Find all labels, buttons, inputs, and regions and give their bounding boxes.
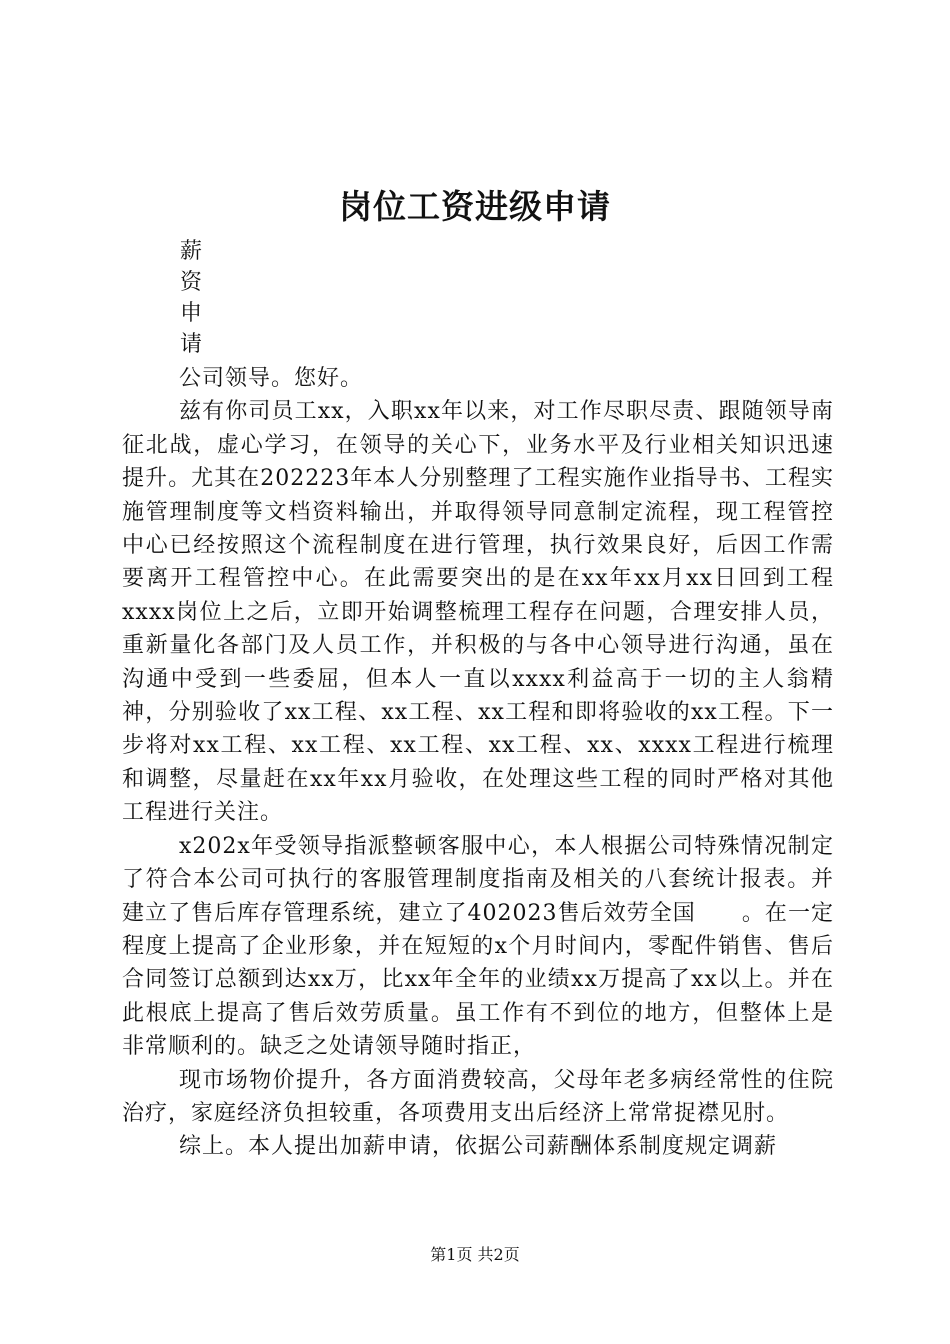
document-title: 岗位工资进级申请 (339, 187, 611, 226)
paragraph-1: 兹有你司员工xx，入职xx年以来，对工作尽职尽责、跟随领导南征北战，虚心学习，在领导的关心下，业务水平及行业相关知识迅速提升。尤其在202223年本人分别整理了工程实施作业指导书、工程实施管理制度等文档资料输出，并取得领导同意制定流程，现工程管控中心已经按照这个流程制度在进行管理，执行效果良好，后因工作需要离开工程管控中心。在此需要突出的是在xx年xx月xx日回到工程xxxx岗位上之后，立即开始调整梳理工程存在问题，合理安排人员，重新量化各部门及人员工作，并积极的与各中心领导进行沟通，虽在沟通中受到一些委屈，但本人一直以xxxx利益高于一切的主人翁精神，分别验收了xx工程、xx工程、xx工程和即将验收的xx工程。下一步将对xx工程、xx工程、xx工程、xx工程、xx、xxxx工程进行梳理和调整，尽量赶在xx年xx月验收，在处理这些工程的同时严格对其他工程进行关注。 (122, 399, 834, 826)
vertical-heading-char-3: 申 (180, 301, 203, 326)
page-footer: 第1页 共2页 (430, 1245, 520, 1264)
paragraph-4: 综上。本人提出加薪申请，依据公司薪酬体系制度规定调薪 (179, 1134, 778, 1160)
paragraph-3: 现市场物价提升，各方面消费较高，父母年老多病经常性的住院治疗，家庭经济负担较重，各项费用支出后经济上常常捉襟见肘。 (122, 1067, 834, 1126)
vertical-heading-char-2: 资 (180, 270, 203, 295)
vertical-heading-char-4: 请 (180, 332, 203, 357)
vertical-heading-char-1: 薪 (180, 239, 203, 264)
greeting: 公司领导。您好。 (179, 366, 364, 391)
paragraph-2: x202x年受领导指派整顿客服中心，本人根据公司特殊情况制定了符合本公司可执行的客服管理制度指南及相关的八套统计报表。并建立了售后库存管理系统，建立了402023售后效劳全国 。在一定程度上提高了企业形象，并在短短的x个月时间内，零配件销售、售后合同签订总额到达xx万，比xx年全年的业绩xx万提高了xx以上。并在此根底上提高了售后效劳质量。虽工作有不到位的地方，但整体上是非常顺利的。缺乏之处请领导随时指正， (122, 833, 834, 1060)
document-body (122, 362, 834, 1164)
